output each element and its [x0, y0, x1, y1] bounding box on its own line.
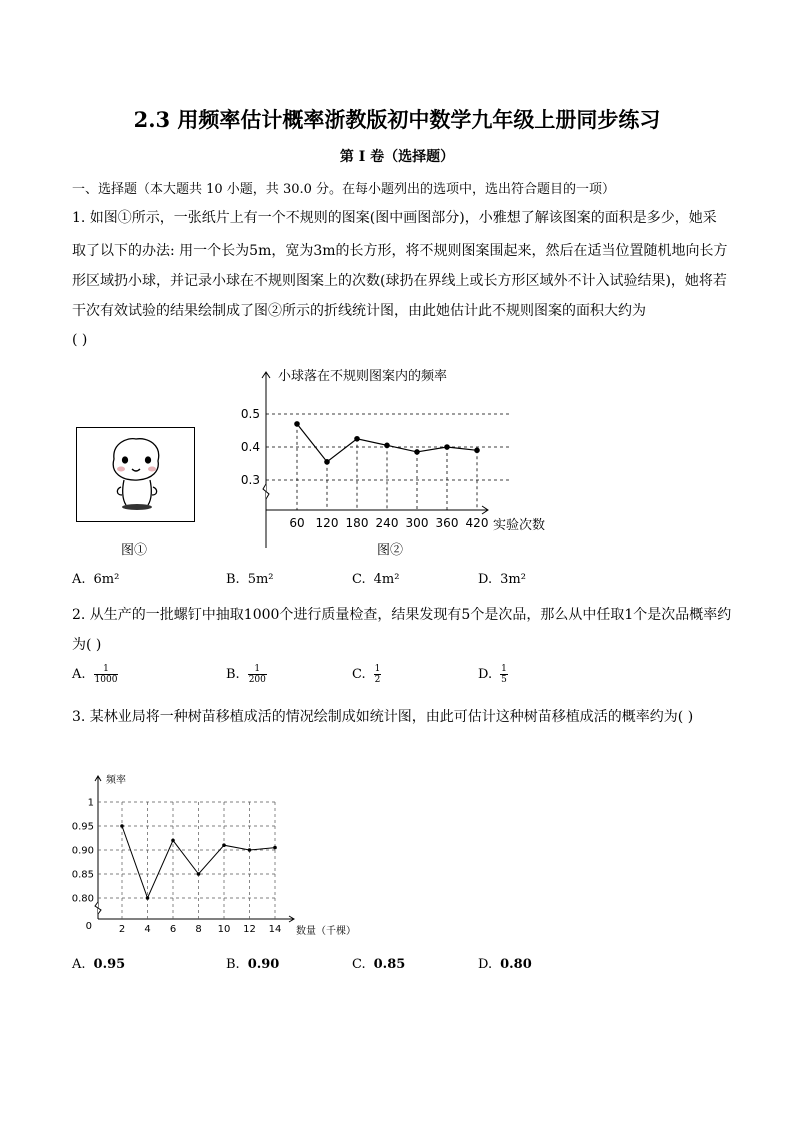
q3-line-1: 3. 某林业局将一种树苗移植成活的情况绘制成如统计图，由此可估计这种树苗移植成活的概率约为( )	[72, 709, 694, 725]
x-tick-label: 120	[315, 516, 339, 530]
fraction: $\frac{1}{200}$	[248, 664, 266, 685]
data-point	[171, 839, 175, 843]
x-axis-label: 实验次数	[493, 518, 546, 533]
axis-break	[263, 484, 269, 499]
q1-option-d[interactable]: D. 3m²	[478, 572, 526, 587]
x-tick-label: 360	[435, 516, 459, 530]
q2-line-1: 2. 从生产的一批螺钉中抽取1000个进行质量检查，结果发现有5个是次品，那么从中任取1个是次品概率约	[72, 607, 732, 623]
y-axis-label: 小球落在不规则图案内的频率	[278, 369, 448, 384]
origin-label: 0	[85, 921, 92, 932]
data-point	[146, 896, 150, 900]
chart-1	[230, 362, 570, 557]
x-tick-label: 420	[465, 516, 489, 530]
x-tick-label: 4	[144, 924, 151, 935]
fraction: $\frac{1}{1000}$	[94, 664, 118, 685]
q1-option-a[interactable]: A. 6m²	[72, 572, 120, 587]
data-point	[474, 448, 480, 454]
q1-line-3: 形区域扔小球，并记录小球在不规则图案上的次数(球扔在界线上或长方形区域外不计入试验结果)，她将若	[72, 273, 727, 289]
x-tick-label: 10	[217, 924, 231, 935]
y-tick-label: 0.90	[71, 845, 94, 857]
data-point	[222, 843, 226, 847]
q3-option-d[interactable]: D. 0.80	[478, 957, 532, 972]
x-tick-label: 180	[345, 516, 369, 530]
q2-option-d[interactable]: D. $\frac{1}{5}$	[478, 664, 507, 685]
y-tick-label: 0.5	[240, 407, 260, 421]
data-point	[414, 449, 420, 455]
data-point	[248, 848, 252, 852]
section-heading: 一、选择题（本大题共 10 小题，共 30.0 分。在每小题列出的选项中，选出符合题目的一项）	[72, 182, 616, 197]
q1-option-b[interactable]: B. 5m²	[226, 572, 274, 587]
x-tick-label: 60	[289, 516, 305, 530]
q1-line-4: 干次有效试验的结果绘制成了图②所示的折线统计图，由此她估计此不规则图案的面积大约为	[72, 303, 646, 319]
data-point	[273, 846, 277, 850]
y-axis-label: 频率	[106, 775, 126, 786]
q3-option-b[interactable]: B. 0.90	[226, 957, 280, 972]
q3-option-a[interactable]: A. 0.95	[72, 957, 126, 972]
figure-1	[76, 427, 196, 523]
data-point	[384, 443, 390, 449]
axis-break	[95, 902, 101, 914]
x-tick-label: 300	[405, 516, 429, 530]
y-tick-label: 0.85	[71, 869, 94, 881]
data-point	[197, 872, 201, 876]
data-point	[324, 459, 330, 465]
chart-2	[62, 768, 372, 943]
volume-subtitle: 第 I 卷（选择题）	[339, 149, 455, 165]
x-tick-label: 14	[268, 924, 282, 935]
q2-option-c[interactable]: C. $\frac{1}{2}$	[352, 664, 381, 685]
fraction: $\frac{1}{2}$	[374, 664, 381, 685]
x-tick-label: 12	[243, 924, 256, 935]
page-title: 2.3 用频率估计概率浙教版初中数学九年级上册同步练习	[133, 107, 661, 132]
q2-option-b[interactable]: B. $\frac{1}{200}$	[226, 664, 266, 685]
x-tick-label: 8	[195, 924, 202, 935]
x-axis-label: 数量（千棵）	[296, 926, 356, 937]
data-point	[444, 444, 450, 450]
y-tick-label: 0.95	[71, 821, 94, 833]
y-tick-label: 1	[87, 797, 94, 809]
q2-line-2: 为( )	[72, 637, 102, 653]
x-tick-label: 2	[118, 924, 126, 935]
fraction: $\frac{1}{5}$	[501, 664, 507, 685]
y-tick-label: 0.3	[240, 473, 260, 487]
q1-line-1: 1. 如图①所示，一张纸片上有一个不规则的图案(图中画图部分)，小雅想了解该图案的面积是多少，她采	[72, 210, 717, 226]
data-point	[294, 421, 300, 427]
q3-option-c[interactable]: C. 0.85	[352, 957, 406, 972]
x-tick-label: 6	[169, 924, 177, 935]
data-point	[120, 824, 124, 828]
q2-option-a[interactable]: A. $\frac{1}{1000}$	[72, 664, 118, 685]
x-tick-label: 240	[375, 516, 399, 530]
data-point	[354, 436, 360, 442]
y-tick-label: 0.4	[240, 440, 260, 454]
figure-2-caption: 图②	[377, 543, 404, 558]
figure-1-caption: 图①	[121, 543, 148, 558]
q1-line-2: 取了以下的办法: 用一个长为5m，宽为3m的长方形，将不规则图案围起来，然后在适当位置随机地向长方	[72, 243, 728, 259]
y-tick-label: 0.80	[71, 893, 94, 905]
q1-option-c[interactable]: C. 4m²	[352, 572, 400, 587]
q1-line-5: ( )	[72, 332, 88, 348]
